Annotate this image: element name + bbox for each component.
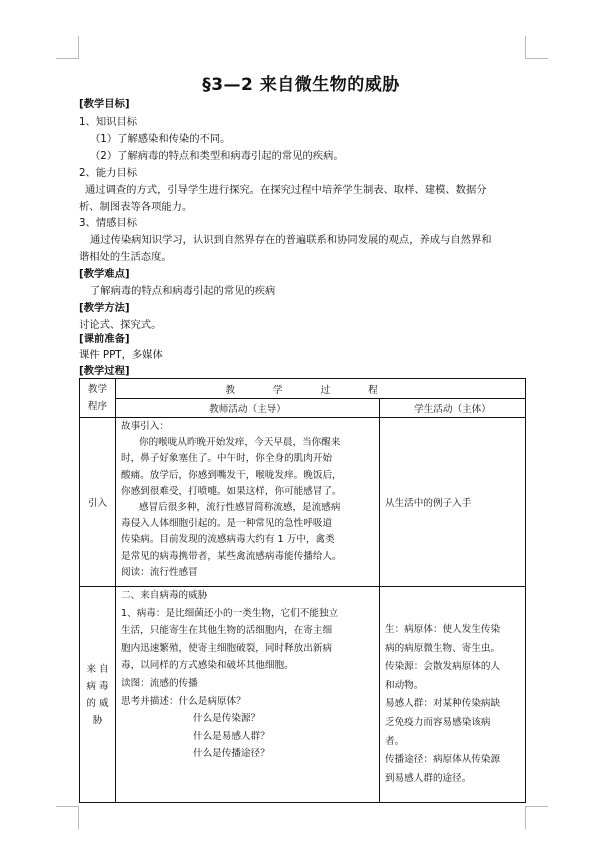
- difficulty-text: 了解病毒的特点和病毒引起的常见的疾病: [90, 285, 276, 297]
- row-intro-program: 引入: [80, 418, 116, 587]
- teacher-line: 你的喉咙从昨晚开始发痒，今天早晨，当你醒来: [139, 437, 341, 449]
- teacher-line: 阅读：流行性感冒: [121, 566, 198, 578]
- student-header: 学生活动（主体）: [380, 399, 526, 418]
- teacher-line: 什么是易感人群？: [193, 730, 270, 742]
- goal-1-item-a: （1）了解感染和传染的不同。: [90, 133, 231, 145]
- goal-1-item-b: （2）了解病毒的特点和类型和病毒引起的常见的疾病。: [90, 150, 344, 162]
- teacher-line: 胞内迅速繁殖，使寄主细胞破裂，同时释放出新病: [121, 642, 333, 654]
- page-title: §3—2 来自微生物的威胁: [202, 75, 400, 95]
- teacher-line: 酸痛。放学后，你感到嘴发干，喉咙发痒。晚饭后，: [121, 469, 342, 481]
- student-line: 乏免疫力而容易感染该病: [385, 716, 491, 728]
- student-line: 生：病原体：使人发生传染: [385, 624, 501, 635]
- student-line: 传染源：会散发病原体的人: [385, 661, 501, 673]
- difficulty-header: [教学难点]: [79, 268, 130, 280]
- crop-mark-tl-v: [78, 36, 79, 59]
- goals-header: [教学目标]: [79, 98, 130, 110]
- teacher-line: 什么是传染源？: [193, 713, 261, 725]
- row-intro-student: 从生活中的例子入手: [380, 418, 526, 587]
- teacher-header: 教师活动（主导）: [116, 399, 380, 418]
- teacher-line: 传染病。目前发现的流感病毒大约有 1 万中，禽类: [121, 534, 335, 546]
- goal-2-text-2: 析、制图表等各项能力。: [79, 201, 193, 213]
- program-line: 病 毒: [86, 680, 109, 692]
- student-line: 病的病原微生物、寄生虫。: [385, 642, 501, 654]
- student-line: 和动物。: [385, 679, 424, 691]
- goal-3-title: 3、情感目标: [79, 217, 138, 229]
- methods-text: 讨论式、探究式。: [79, 319, 162, 331]
- program-header-cell: [80, 379, 116, 418]
- goal-2-text-1: 通过调查的方式，引导学生进行探究。在探究过程中培养学生制表、取样、建模、数据分: [85, 184, 487, 196]
- teacher-line: 是常见的病毒携带者，某些禽流感病毒能传播给人。: [121, 550, 342, 562]
- crop-mark-tl-h: [56, 58, 79, 59]
- teacher-line: 什么是传播途径？: [193, 748, 270, 760]
- process-header: [教学过程]: [79, 365, 130, 377]
- teacher-line: 1、病毒：是比细菌还小的一类生物，它们不能独立: [121, 607, 339, 619]
- crop-mark-br-v: [525, 806, 526, 829]
- teacher-line: 二、来自病毒的威胁: [121, 590, 208, 601]
- teacher-line: 时，鼻子好象塞住了。中午时，你全身的肌肉开始: [121, 453, 333, 465]
- row-virus-teacher: [116, 587, 380, 803]
- row-virus-student: [380, 587, 526, 803]
- prep-text: 课件 PPT，多媒体: [79, 349, 163, 361]
- goal-3-text-2: 谐相处的生活态度。: [79, 251, 172, 263]
- teacher-line: 故事引入：: [121, 421, 169, 432]
- goal-1-title: 1、知识目标: [79, 116, 138, 128]
- teacher-line: 生活，只能寄生在其他生物的活细胞内，在寄主细: [121, 625, 333, 637]
- program-line: 来 自: [86, 663, 109, 675]
- methods-header: [教学方法]: [79, 302, 130, 314]
- process-title: 教学过程: [225, 384, 416, 396]
- crop-mark-tr-h: [525, 58, 548, 59]
- goal-2-title: 2、能力目标: [79, 167, 138, 179]
- crop-mark-bl-v: [78, 806, 79, 829]
- row-virus-program: [80, 587, 116, 803]
- teacher-line: 思考并描述：什么是病原体？: [121, 695, 246, 707]
- teaching-process-table: [79, 378, 526, 803]
- student-line: 传播途径：病原体从传染源: [385, 754, 501, 766]
- teacher-line: 毒侵入人体细胞引起的。是一种常见的急性呼吸道: [121, 518, 333, 530]
- crop-mark-bl-h: [56, 806, 79, 807]
- program-header-line-2: 程序: [87, 401, 108, 412]
- row-intro-teacher: [116, 418, 380, 587]
- process-title-cell: [116, 379, 526, 399]
- student-line: 到易感人群的途径。: [385, 772, 472, 784]
- crop-mark-br-h: [525, 806, 548, 807]
- crop-mark-tr-v: [525, 36, 526, 59]
- prep-header: [课前准备]: [79, 333, 130, 345]
- program-line: 胁: [92, 714, 103, 726]
- student-line: 者。: [385, 735, 405, 747]
- teacher-line: 感冒后很多种，流行性感冒简称流感，是流感病: [139, 502, 341, 514]
- teacher-line: 读图：流感的传播: [121, 677, 198, 689]
- program-line: 的 威: [86, 697, 109, 709]
- teacher-line: 你感到很难受，打喷嚏。如果这样，你可能感冒了。: [121, 485, 342, 497]
- teacher-line: 毒，以同样的方式感染和破坏其他细胞。: [121, 660, 294, 672]
- goal-3-text-1: 通过传染病知识学习，认识到自然界存在的普遍联系和协同发展的观点，养成与自然界和: [90, 234, 492, 246]
- student-line: 易感人群：对某种传染病缺: [385, 698, 501, 710]
- program-header-line-1: 教学: [87, 384, 108, 395]
